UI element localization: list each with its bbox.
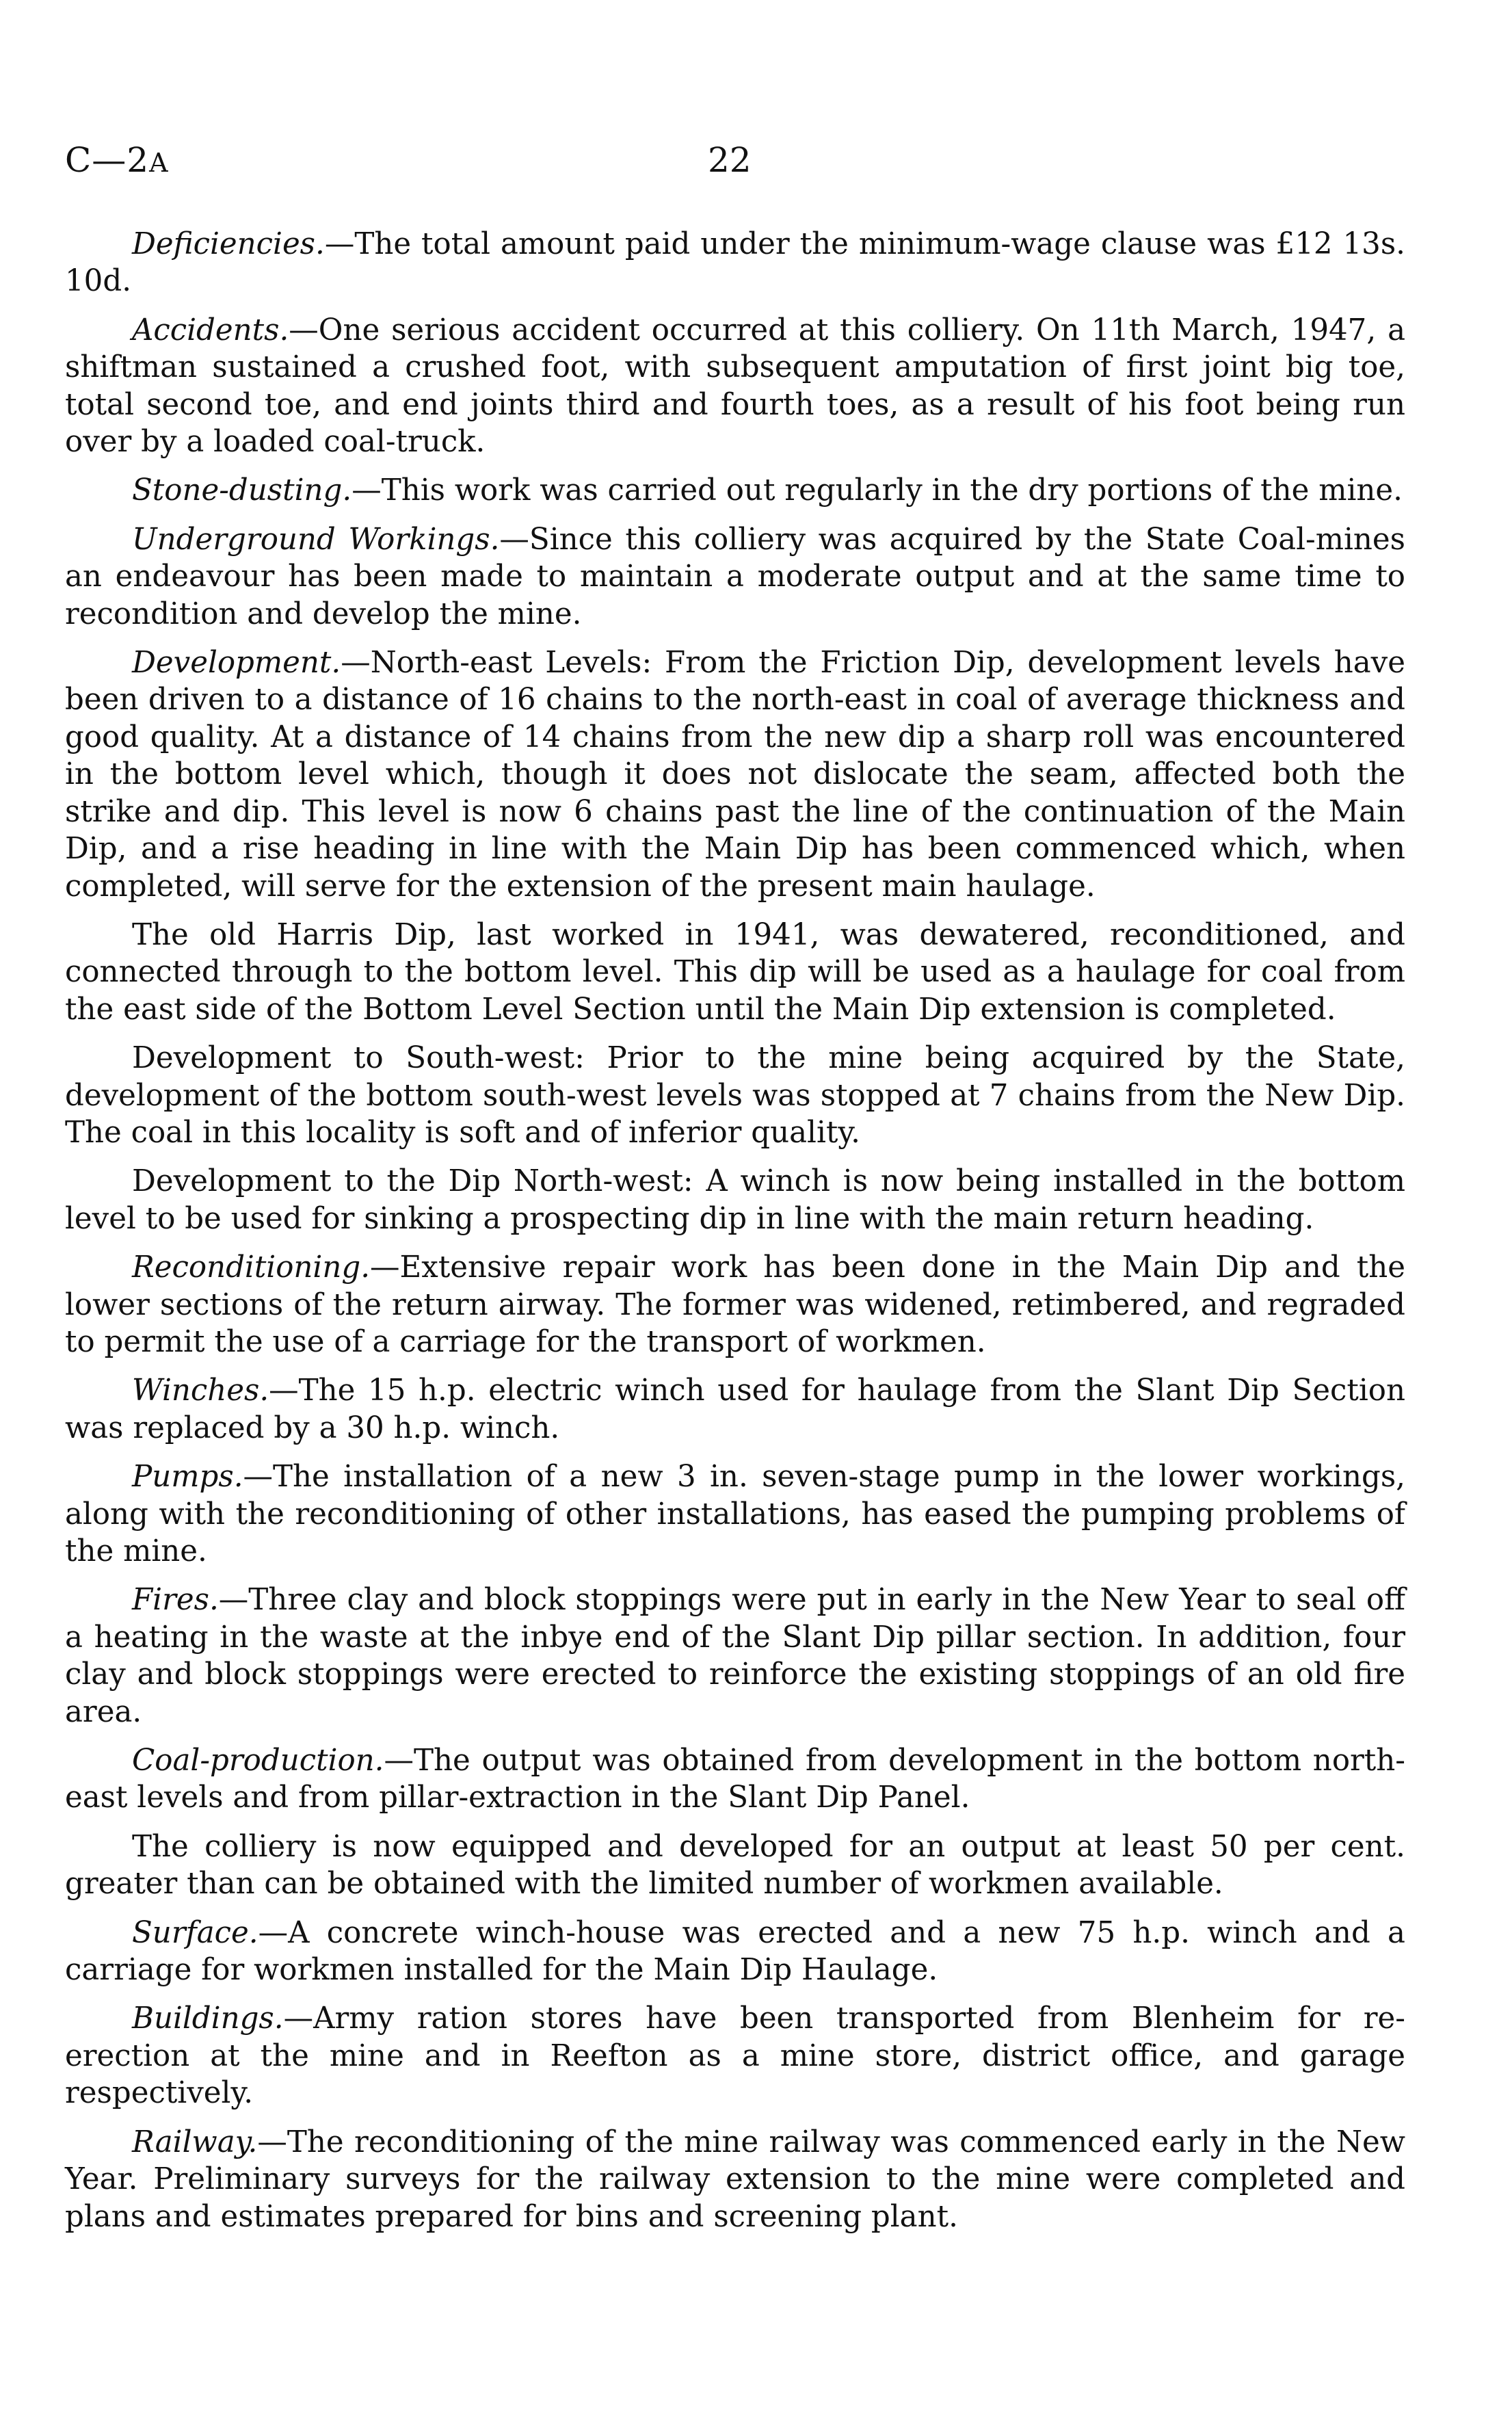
paragraph-heading: Pumps. (132, 1460, 243, 1495)
paragraph-buildings (65, 2000, 1405, 2112)
paragraph-winches (65, 1372, 1405, 1447)
paragraph-heading: Railway. (132, 2125, 258, 2159)
paragraph-text: —Army ration stores have been transported from Blenheim for re-erection at the mine and in Reefton as a mine store, district office, and garage respectively. (65, 2001, 1405, 2111)
page-header (65, 140, 1446, 188)
paragraph-colliery-equipped (65, 1828, 1405, 1903)
report-body (65, 226, 1405, 2247)
paragraph-heading: Surface. (132, 1915, 258, 1950)
paragraph-heading: Stone-dusting. (132, 473, 352, 508)
paragraph-railway (65, 2124, 1405, 2235)
paragraph-heading: Buildings. (132, 2001, 284, 2036)
paragraph-development (65, 644, 1405, 905)
paragraph-text: —One serious accident occurred at this colliery. On 11th March, 1947, a shiftman sustained a crushed foot, with subsequent amputation of first joint big toe, total second toe, and end joints third and fourth toes, as a result of his foot being run over by a loaded coal-truck. (65, 313, 1405, 460)
document-reference (65, 140, 169, 180)
paragraph-text: —The reconditioning of the mine railway was commenced early in the New Year. Preliminary surveys for the railway extension to the mine were completed and plans and estimates prepared for bins and screening plant. (65, 2125, 1405, 2234)
paragraph-text: —North-east Levels: From the Friction Dip, development levels have been driven to a distance of 16 chains to the north-east in coal of average thickness and good quality. At a distance of 14 chains from the new dip a sharp roll was encountered in the bottom level which, though it does not dislocate the seam, affected both the strike and dip. This level is now 6 chains past the line of the continuation of the Main Dip, and a rise heading in line with the Main Dip has been commenced which, when completed, will serve for the extension of the present main haulage. (65, 646, 1405, 904)
document-reference-suffix: A (149, 148, 169, 178)
paragraph-text: The old Harris Dip, last worked in 1941, was dewatered, reconditioned, and connected through to the bottom level. This dip will be used as a haulage for coal from the east side of the Bottom Level Section until the Main Dip extension is completed. (65, 917, 1405, 1027)
paragraph-accidents (65, 312, 1405, 461)
paragraph-text: The colliery is now equipped and developed for an output at least 50 per cent. greater than can be obtained with the limited number of workmen available. (65, 1829, 1405, 1902)
paragraph-text: —The installation of a new 3 in. seven-stage pump in the lower workings, along with the reconditioning of other installations, has eased the pumping problems of the mine. (65, 1460, 1405, 1568)
paragraph-development-south-west (65, 1040, 1405, 1151)
paragraph-fires (65, 1581, 1405, 1731)
paragraph-heading: Coal-production. (132, 1744, 384, 1778)
paragraph-text: —The total amount paid under the minimum-wage clause was £12 13s. 10d. (65, 227, 1405, 299)
paragraph-text: —A concrete winch-house was erected and a new 75 h.p. winch and a carriage for workmen installed for the Main Dip Haulage. (65, 1915, 1405, 1988)
paragraph-harris-dip (65, 917, 1405, 1028)
paragraph-heading: Fires. (132, 1583, 219, 1618)
paragraph-text: Development to the Dip North-west: A winch is now being installed in the bottom level to be used for sinking a prospecting dip in line with the main return heading. (65, 1164, 1405, 1236)
paragraph-coal-production (65, 1742, 1405, 1817)
paragraph-text: Development to South-west: Prior to the mine being acquired by the State, development of the bottom south-west levels was stopped at 7 chains from the New Dip. The coal in this locality is soft and of inferior quality. (65, 1041, 1405, 1150)
paragraph-underground-workings (65, 521, 1405, 633)
paragraph-deficiencies (65, 226, 1405, 300)
paragraph-surface (65, 1915, 1405, 1989)
paragraph-text: —Since this colliery was acquired by the State Coal-mines an endeavour has been made to maintain a moderate output and at the same time to recondition and develop the mine. (65, 522, 1405, 631)
paragraph-stone-dusting (65, 472, 1405, 509)
page-number: 22 (708, 140, 752, 180)
paragraph-heading: Reconditioning. (132, 1250, 371, 1285)
paragraph-reconditioning (65, 1249, 1405, 1361)
paragraph-text: —Three clay and block stoppings were put in early in the New Year to seal off a heating in the waste at the inbye end of the Slant Dip pillar section. In addition, four clay and block stoppings were erected to reinforce the existing stoppings of an old fire area. (65, 1583, 1405, 1729)
paragraph-pumps (65, 1458, 1405, 1570)
paragraph-text: —This work was carried out regularly in the dry portions of the mine. (352, 473, 1403, 508)
document-reference-main: C—2 (65, 140, 150, 180)
paragraph-heading: Deficiencies. (132, 227, 325, 261)
paragraph-heading: Development. (132, 646, 341, 681)
paragraph-text: —The output was obtained from development in the bottom north-east levels and from pillar-extraction in the Slant Dip Panel. (65, 1744, 1405, 1815)
paragraph-text: —The 15 h.p. electric winch used for haulage from the Slant Dip Section was replaced by a 30 h.p. winch. (65, 1374, 1405, 1445)
paragraph-text: —Extensive repair work has been done in the Main Dip and the lower sections of the return airway. The former was widened, retimbered, and regraded to permit the use of a carriage for the transport of workmen. (65, 1250, 1405, 1359)
paragraph-development-dip-north-west (65, 1163, 1405, 1237)
paragraph-heading: Winches. (132, 1374, 269, 1408)
paragraph-heading: Accidents. (132, 313, 289, 347)
paragraph-heading: Underground Workings. (132, 522, 500, 557)
